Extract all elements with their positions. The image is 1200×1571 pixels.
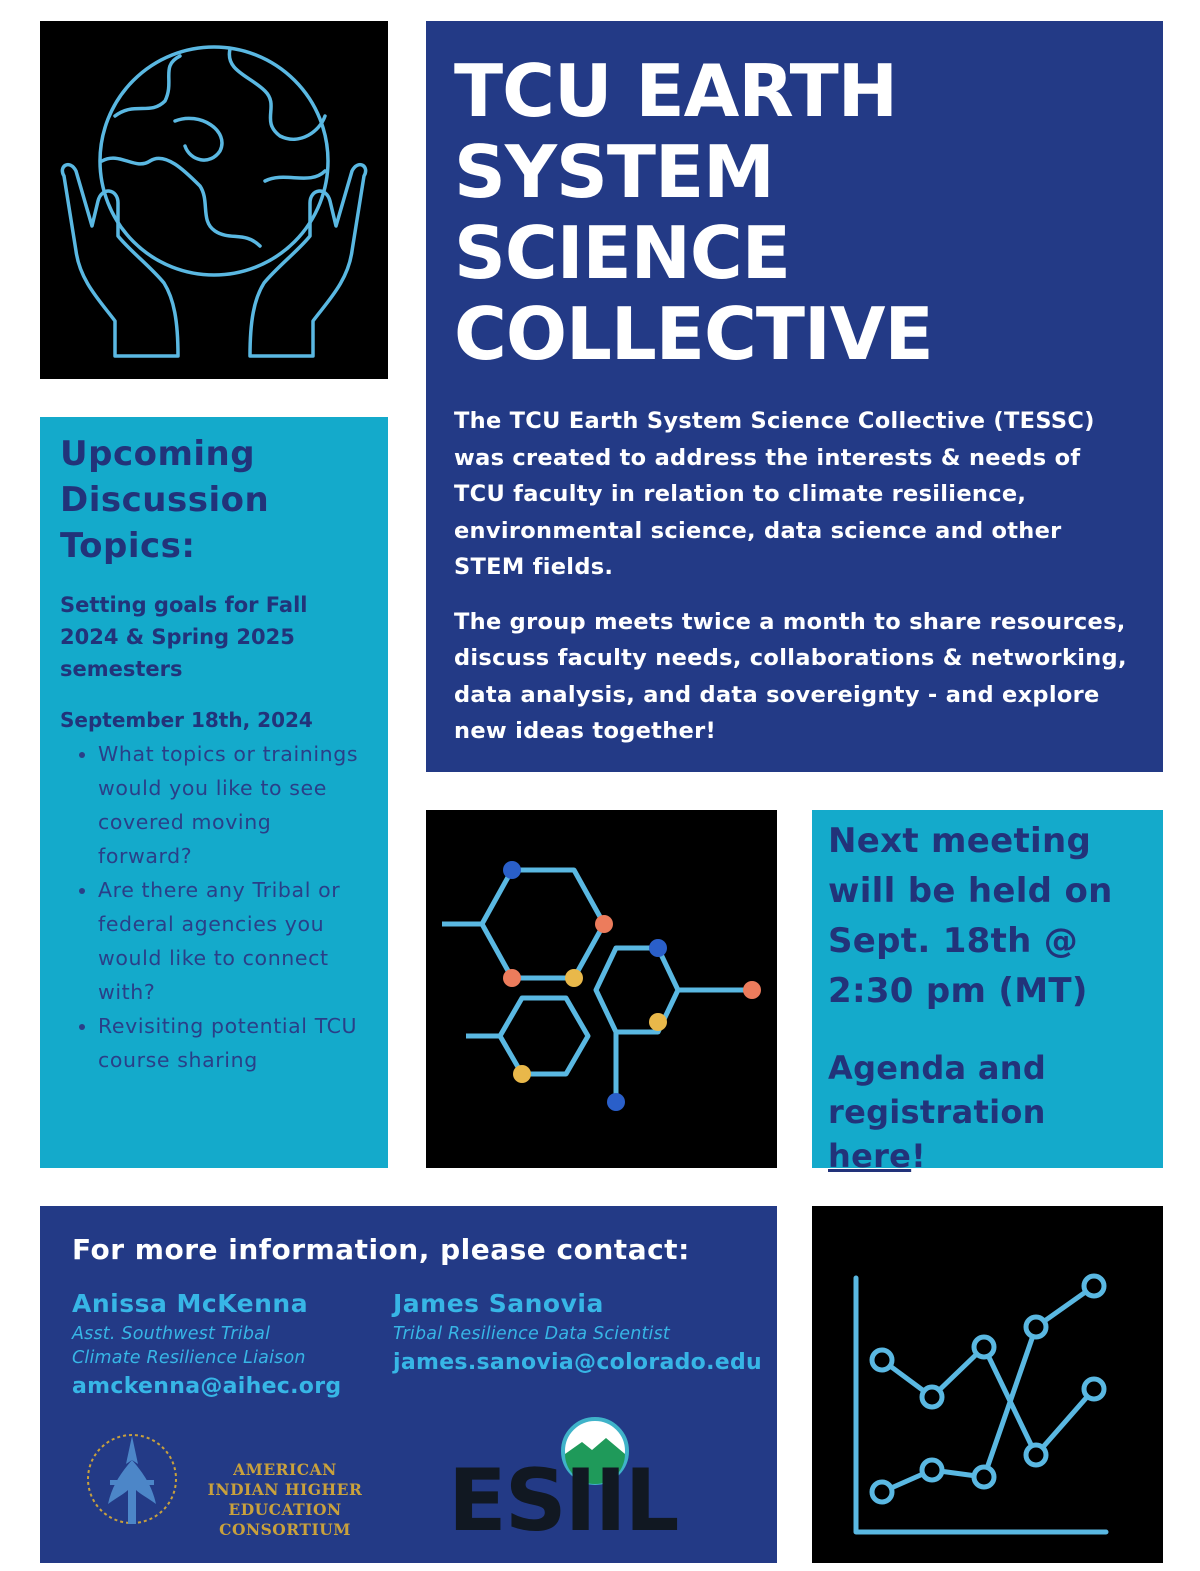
list-item: • Revisiting potential TCU course sharing xyxy=(98,1009,370,1077)
date-heading: September 18th, 2024 xyxy=(60,708,313,732)
esiil-wordmark: ESIIL xyxy=(448,1451,678,1551)
agenda-prefix: Agenda and registration xyxy=(828,1049,1047,1131)
title-panel xyxy=(426,21,1163,772)
topics-list xyxy=(60,737,370,1077)
contact-email[interactable]: amckenna@aihec.org xyxy=(72,1374,342,1399)
contact-role: Tribal Resilience Data Scientist xyxy=(393,1324,670,1344)
meeting-panel xyxy=(812,810,1163,1175)
agenda-suffix: ! xyxy=(911,1137,927,1175)
aihec-emblem-icon xyxy=(82,1424,192,1534)
contact-card xyxy=(72,1288,342,1402)
contact-role: Asst. Southwest Tribal Climate Resilience Liaison xyxy=(72,1324,306,1368)
globe-hands-icon xyxy=(40,21,388,379)
agenda-text xyxy=(828,1046,1153,1178)
intro-paragraph: The TCU Earth System Science Collective (TESSC) was created to address the interests & needs of TCU faculty in relation to climate resilience, environmental science, data science and other STEM fields. xyxy=(454,408,1095,580)
goals-text: Setting goals for Fall 2024 & Spring 2025 semesters xyxy=(60,593,308,681)
intro-paragraph: The group meets twice a month to share resources, discuss faculty needs, collaborations & networking, data analysis, and data sovereignty - and explore new ideas together! xyxy=(454,608,1127,744)
meeting-text: Next meeting will be held on Sept. 18th @ 2:30 pm (MT) xyxy=(828,821,1113,1011)
contact-email[interactable]: james.sanovia@colorado.edu xyxy=(393,1350,762,1375)
contact-card xyxy=(393,1288,762,1378)
page-title: TCU EARTH SYSTEM SCIENCE COLLECTIVE xyxy=(454,49,933,376)
list-item: • What topics or trainings would you like to see covered moving forward? xyxy=(98,737,370,873)
contact-heading: For more information, please contact: xyxy=(72,1233,690,1266)
graph-panel xyxy=(812,1206,1163,1563)
globe-hands-panel xyxy=(40,21,388,379)
list-item: • Are there any Tribal or federal agencies you would like to connect with? xyxy=(98,873,370,1009)
registration-link[interactable]: here xyxy=(828,1137,912,1175)
esiil-logo xyxy=(448,1416,688,1551)
topics-panel xyxy=(40,417,388,1168)
contact-name: James Sanovia xyxy=(393,1289,604,1318)
molecule-panel xyxy=(426,810,777,1168)
line-graph-icon xyxy=(812,1206,1163,1563)
contact-name: Anissa McKenna xyxy=(72,1289,309,1318)
aihec-logo xyxy=(82,1424,382,1539)
molecule-hexagons-icon xyxy=(426,810,777,1168)
contact-panel xyxy=(40,1206,777,1563)
topics-heading: Upcoming Discussion Topics: xyxy=(60,434,270,566)
aihec-name: AMERICAN INDIAN HIGHER EDUCATION CONSORTIUM xyxy=(207,1460,363,1539)
